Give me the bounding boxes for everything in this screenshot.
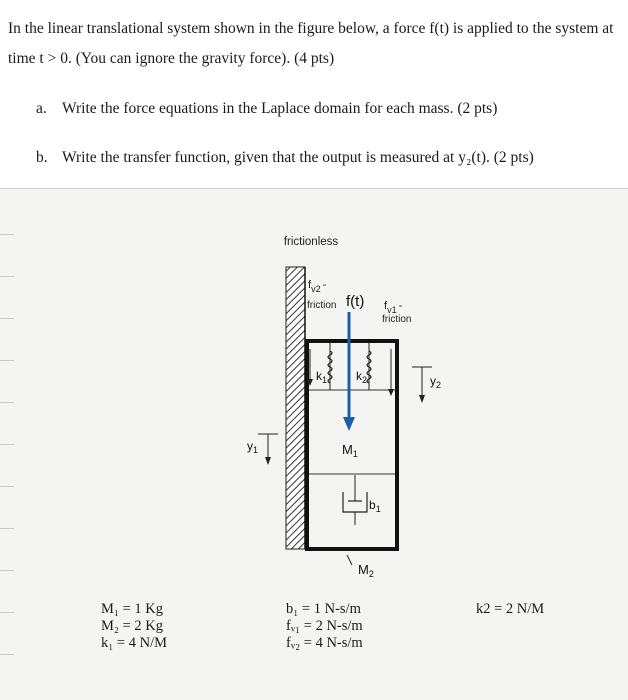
y2-arrowhead-icon	[419, 395, 425, 403]
y2-symbol: y	[430, 374, 436, 388]
param-fv1: fᵥ₁ = 2 N-s/m	[286, 618, 363, 634]
b1-label	[369, 498, 381, 514]
y1-label	[247, 439, 258, 455]
fv1-friction-word: friction	[382, 314, 412, 325]
m1-subscript: 1	[352, 449, 358, 459]
param-m2: M₂ = 2 Kg	[101, 618, 163, 634]
problem-statement	[0, 0, 628, 188]
y2-label	[430, 374, 441, 390]
fv2-symbol: f	[308, 279, 312, 291]
params-k2	[476, 601, 544, 618]
m2-label	[358, 562, 374, 579]
y1-symbol: y	[247, 439, 253, 453]
frictionless-label: frictionless	[283, 236, 339, 248]
params-damping	[286, 601, 363, 652]
fv1-arrowhead-icon	[388, 389, 394, 396]
fv2-label	[308, 279, 327, 294]
part-a-letter: a.	[36, 100, 47, 117]
fixed-wall	[286, 267, 305, 549]
fv2-dash: -	[322, 279, 327, 291]
fv1-symbol: f	[384, 300, 388, 312]
damper-b1-icon	[343, 475, 367, 525]
fv1-label	[384, 300, 403, 315]
fv1-dash: -	[398, 300, 403, 312]
params-masses-spring	[101, 601, 167, 652]
fv1-subscript: v1	[387, 305, 397, 315]
k1-label	[316, 369, 327, 385]
m2-subscript: 2	[368, 569, 374, 579]
m1-label	[342, 442, 358, 459]
m2-pointer-icon	[347, 555, 352, 565]
part-b-letter: b.	[36, 149, 48, 166]
param-b1: b₁ = 1 N-s/m	[286, 601, 361, 617]
part-a-text: Write the force equations in the Laplace domain for each mass. (2 pts)	[62, 100, 498, 117]
fv2-friction-word: friction	[307, 300, 337, 311]
part-b-text: Write the transfer function, given that the output is measured at y₂(t). (2 pts)	[62, 149, 534, 166]
problem-intro: In the linear translational system shown in the figure below, a force f(t) is applied to the system at time t > 0. (You can ignore the gravity force). (4 pts)	[8, 20, 614, 67]
k1-symbol: k	[316, 369, 322, 383]
b1-subscript: 1	[375, 504, 381, 514]
m1-symbol: M	[342, 442, 353, 457]
part-b	[36, 148, 534, 168]
k2-label	[356, 369, 367, 385]
force-label: f(t)	[346, 293, 365, 310]
y2-subscript: 2	[436, 380, 442, 390]
k2-symbol: k	[356, 369, 362, 383]
param-fv2: fᵥ₂ = 4 N-s/m	[286, 635, 363, 651]
param-k2: k2 = 2 N/M	[476, 601, 545, 617]
param-k1: k₁ = 4 N/M	[101, 635, 168, 651]
fv2-subscript: v2	[311, 284, 321, 294]
force-arrowhead-icon	[343, 417, 355, 431]
part-a	[36, 99, 497, 119]
y1-arrowhead-icon	[265, 457, 271, 465]
param-m1: M₁ = 1 Kg	[101, 601, 163, 617]
k1-subscript: 1	[322, 375, 328, 385]
k2-subscript: 2	[362, 375, 368, 385]
b1-symbol: b	[369, 498, 376, 512]
y1-subscript: 1	[253, 445, 259, 455]
m2-symbol: M	[358, 562, 369, 577]
